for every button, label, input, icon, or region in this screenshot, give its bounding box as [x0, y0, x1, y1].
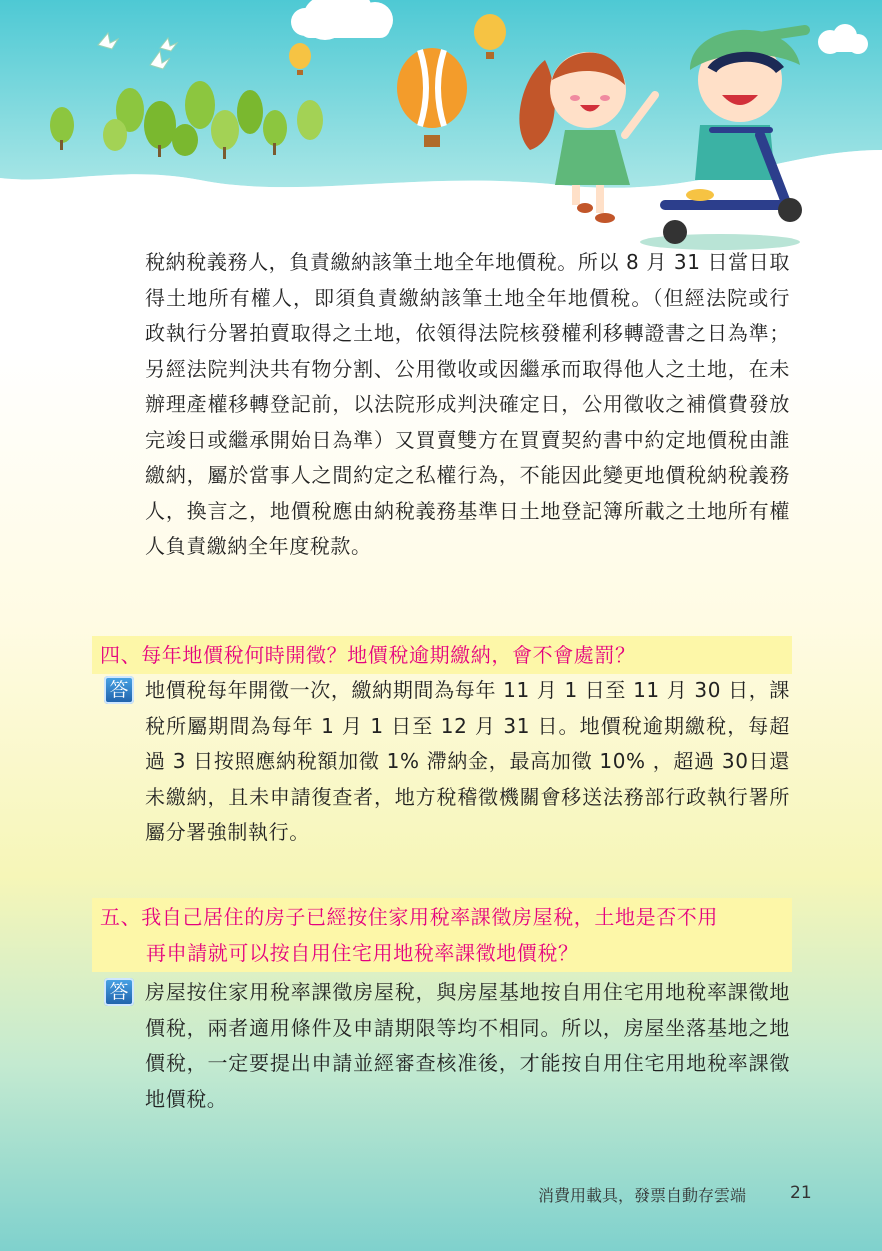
- header-illustration: [0, 0, 882, 250]
- footer-slogan: 消費用載具，發票自動存雲端: [538, 1186, 747, 1205]
- question-5-line-2: 再申請就可以按自用住宅用地稅率課徵地價稅？: [146, 941, 579, 965]
- answer-5-text: 房屋按住家用稅率課徵房屋稅，與房屋基地按自用住宅用地稅率課徵地價稅，兩者適用條件及申請期限等均不相同。所以，房屋坐落基地之地價稅，一定要提出申請並經審查核准後，才能按自用住宅用地稅率課徵地價稅。: [145, 980, 790, 1111]
- question-5-line-1: 五、我自己居住的房子已經按住家用稅率課徵房屋稅，土地是否不用: [100, 905, 718, 929]
- continuation-paragraph: 稅納稅義務人，負責繳納該筆土地全年地價稅。所以 8 月 31 日當日取得土地所有權人，即須負責繳納該筆土地全年地價稅。（但經法院或行政執行分署拍賣取得之土地，依領得法院核發權利移轉證書之日為準；另經法院判決共有物分割、公用徵收或因繼承而取得他人之土地，在未辦理產權移轉登記前，以法院形成判決確定日，公用徵收之補償費發放完竣日或繼承開始日為準）又買賣雙方在買賣契約書中約定地價稅由誰繳納，屬於當事人之間約定之私權行為，不能因此變更地價稅納稅義務人，換言之，地價稅應由納稅義務基準日土地登記簿所載之土地所有權人負責繳納全年度稅款。: [145, 250, 790, 558]
- answer-badge-icon: 答: [104, 978, 134, 1006]
- question-4-text: 四、每年地價稅何時開徵？地價稅逾期繳納，會不會處罰？: [100, 643, 636, 667]
- answer-4-text: 地價稅每年開徵一次，繳納期間為每年 11 月 1 日至 11 月 30 日，課稅所屬期間為每年 1 月 1 日至 12 月 31 日。地價稅逾期繳稅，每超過 3 日按照應納稅額加徵 1% 滯納金，最高加徵 10% ，超過 30日還未繳納，且未申請復查者，地方稅稽徵機關會移送法務部行政執行署所屬分署強制執行。: [145, 678, 790, 844]
- page-number: 21: [790, 1183, 812, 1203]
- answer-badge-icon: 答: [104, 676, 134, 704]
